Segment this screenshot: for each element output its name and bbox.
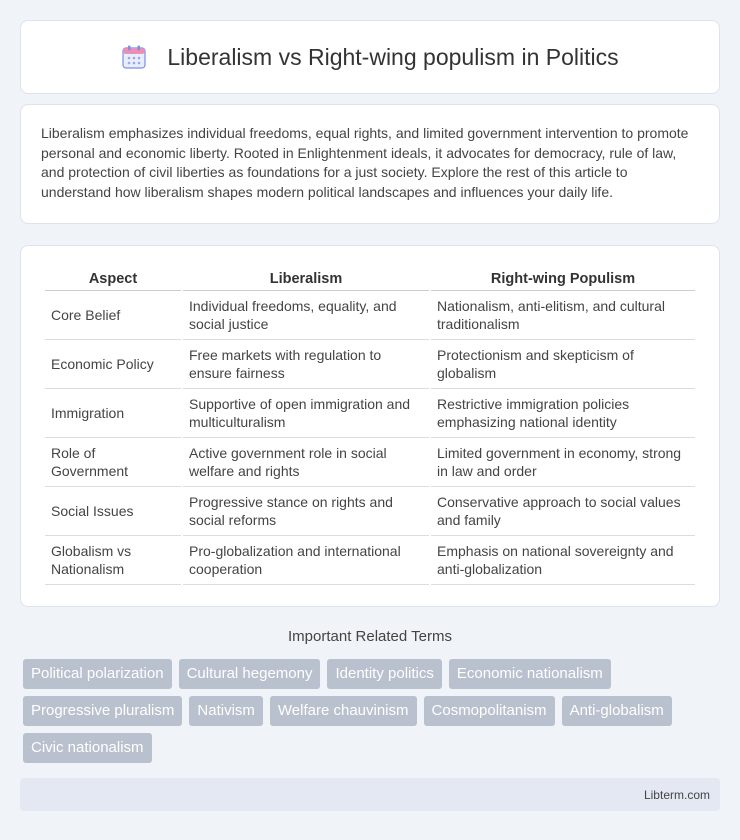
related-terms-list [20, 659, 720, 763]
intro-card [20, 104, 720, 224]
header-liberalism: Liberalism [183, 268, 429, 291]
table-row [45, 389, 695, 438]
cell-populism: Protectionism and skepticism of globalism [431, 340, 695, 389]
table-header-row [45, 268, 695, 291]
tag-cultural-hegemony[interactable]: Cultural hegemony [179, 659, 321, 689]
tag-political-polarization[interactable]: Political polarization [23, 659, 172, 689]
tag-progressive-pluralism[interactable]: Progressive pluralism [23, 696, 182, 726]
footer-site-link[interactable]: Libterm.com [643, 787, 710, 802]
tag-identity-politics[interactable]: Identity politics [327, 659, 441, 689]
table-row [45, 291, 695, 340]
table-row [45, 438, 695, 487]
cell-aspect: Immigration [45, 389, 181, 438]
comparison-table [43, 268, 697, 585]
cell-aspect: Globalism vs Nationalism [45, 536, 181, 585]
cell-aspect: Economic Policy [45, 340, 181, 389]
cell-liberalism: Pro-globalization and international cooperation [183, 536, 429, 585]
tag-cosmopolitanism[interactable]: Cosmopolitanism [424, 696, 555, 726]
tag-economic-nationalism[interactable]: Economic nationalism [449, 659, 611, 689]
title-card [20, 20, 720, 94]
tag-civic-nationalism[interactable]: Civic nationalism [23, 733, 152, 763]
header-right-wing-populism: Right-wing Populism [431, 268, 695, 291]
tag-anti-globalism[interactable]: Anti-globalism [562, 696, 672, 726]
calendar-icon [121, 44, 147, 70]
header-aspect: Aspect [45, 268, 181, 291]
cell-aspect: Core Belief [45, 291, 181, 340]
cell-aspect: Social Issues [45, 487, 181, 536]
table-row [45, 487, 695, 536]
cell-populism: Limited government in economy, strong in law and order [431, 438, 695, 487]
cell-aspect: Role of Government [45, 438, 181, 487]
page-title: Liberalism vs Right-wing populism in Politics [167, 43, 619, 70]
cell-liberalism: Active government role in social welfare and rights [183, 438, 429, 487]
footer [20, 778, 720, 811]
cell-liberalism: Individual freedoms, equality, and social justice [183, 291, 429, 340]
cell-liberalism: Progressive stance on rights and social reforms [183, 487, 429, 536]
intro-text: Liberalism emphasizes individual freedoms, equal rights, and limited government intervention to promote personal and economic liberty. Rooted in Enlightenment ideals, it advocates for democracy, rule of law, and protection of civil liberties as foundations for a just society. Explore the rest of this article to understand how liberalism shapes modern political landscapes and influences your daily life. [41, 125, 689, 200]
cell-populism: Restrictive immigration policies emphasizing national identity [431, 389, 695, 438]
cell-populism: Emphasis on national sovereignty and anti-globalization [431, 536, 695, 585]
tag-nativism[interactable]: Nativism [189, 696, 263, 726]
tag-welfare-chauvinism[interactable]: Welfare chauvinism [270, 696, 417, 726]
cell-liberalism: Supportive of open immigration and multiculturalism [183, 389, 429, 438]
table-row [45, 340, 695, 389]
related-terms-title: Important Related Terms [288, 628, 452, 645]
cell-liberalism: Free markets with regulation to ensure fairness [183, 340, 429, 389]
comparison-table-card [20, 245, 720, 607]
table-row [45, 536, 695, 585]
cell-populism: Nationalism, anti-elitism, and cultural traditionalism [431, 291, 695, 340]
cell-populism: Conservative approach to social values and family [431, 487, 695, 536]
